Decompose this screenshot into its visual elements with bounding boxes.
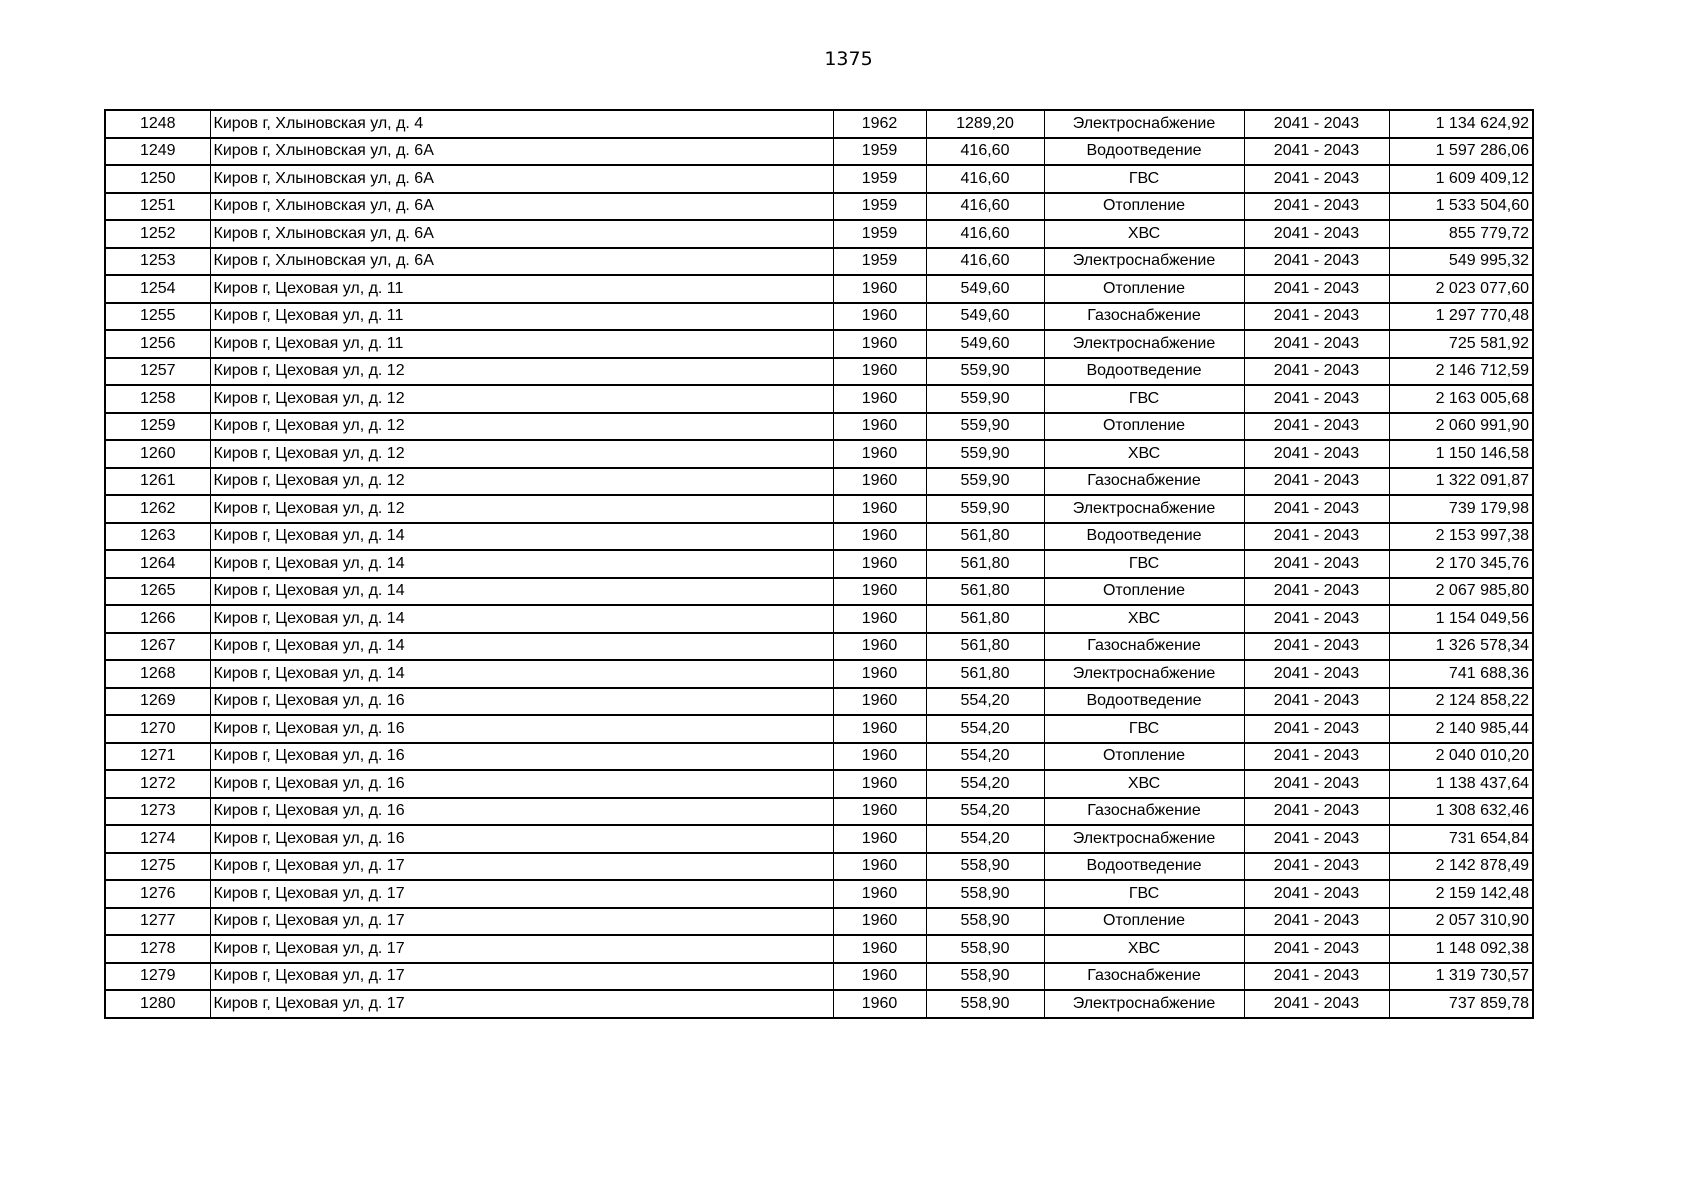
period-cell: 2041 - 2043 [1244, 798, 1389, 826]
period-cell: 2041 - 2043 [1244, 660, 1389, 688]
row-number-cell: 1276 [105, 880, 210, 908]
area-cell: 554,20 [926, 798, 1044, 826]
address-cell: Киров г, Цеховая ул, д. 16 [210, 798, 833, 826]
period-cell: 2041 - 2043 [1244, 578, 1389, 606]
cost-cell: 855 779,72 [1389, 220, 1533, 248]
table-row [105, 660, 1533, 688]
work-type-cell: Газоснабжение [1044, 468, 1244, 496]
period-cell: 2041 - 2043 [1244, 908, 1389, 936]
year-built-cell: 1959 [833, 165, 926, 193]
year-built-cell: 1960 [833, 495, 926, 523]
area-cell: 561,80 [926, 605, 1044, 633]
area-cell: 416,60 [926, 248, 1044, 276]
period-cell: 2041 - 2043 [1244, 605, 1389, 633]
year-built-cell: 1960 [833, 743, 926, 771]
address-cell: Киров г, Цеховая ул, д. 14 [210, 578, 833, 606]
cost-cell: 2 159 142,48 [1389, 880, 1533, 908]
cost-cell: 2 067 985,80 [1389, 578, 1533, 606]
row-number-cell: 1270 [105, 715, 210, 743]
row-number-cell: 1251 [105, 193, 210, 221]
table-row [105, 880, 1533, 908]
work-type-cell: Водоотведение [1044, 688, 1244, 716]
period-cell: 2041 - 2043 [1244, 770, 1389, 798]
year-built-cell: 1960 [833, 990, 926, 1018]
year-built-cell: 1960 [833, 330, 926, 358]
year-built-cell: 1960 [833, 935, 926, 963]
period-cell: 2041 - 2043 [1244, 880, 1389, 908]
row-number-cell: 1269 [105, 688, 210, 716]
period-cell: 2041 - 2043 [1244, 468, 1389, 496]
area-cell: 561,80 [926, 578, 1044, 606]
table-row [105, 853, 1533, 881]
address-cell: Киров г, Цеховая ул, д. 12 [210, 358, 833, 386]
work-type-cell: Электроснабжение [1044, 825, 1244, 853]
period-cell: 2041 - 2043 [1244, 495, 1389, 523]
table-row [105, 303, 1533, 331]
year-built-cell: 1960 [833, 963, 926, 991]
row-number-cell: 1280 [105, 990, 210, 1018]
period-cell: 2041 - 2043 [1244, 633, 1389, 661]
area-cell: 554,20 [926, 688, 1044, 716]
address-cell: Киров г, Цеховая ул, д. 12 [210, 495, 833, 523]
work-type-cell: Отопление [1044, 193, 1244, 221]
table-row [105, 330, 1533, 358]
area-cell: 558,90 [926, 853, 1044, 881]
row-number-cell: 1248 [105, 110, 210, 138]
year-built-cell: 1959 [833, 193, 926, 221]
period-cell: 2041 - 2043 [1244, 963, 1389, 991]
table-row [105, 550, 1533, 578]
year-built-cell: 1959 [833, 138, 926, 166]
address-cell: Киров г, Цеховая ул, д. 16 [210, 770, 833, 798]
row-number-cell: 1273 [105, 798, 210, 826]
area-cell: 558,90 [926, 990, 1044, 1018]
work-type-cell: ХВС [1044, 770, 1244, 798]
address-cell: Киров г, Хлыновская ул, д. 6А [210, 248, 833, 276]
area-cell: 561,80 [926, 633, 1044, 661]
cost-cell: 737 859,78 [1389, 990, 1533, 1018]
address-cell: Киров г, Цеховая ул, д. 16 [210, 825, 833, 853]
area-cell: 416,60 [926, 165, 1044, 193]
table-row [105, 633, 1533, 661]
cost-cell: 2 057 310,90 [1389, 908, 1533, 936]
work-type-cell: Газоснабжение [1044, 633, 1244, 661]
address-cell: Киров г, Хлыновская ул, д. 6А [210, 220, 833, 248]
cost-cell: 1 150 146,58 [1389, 440, 1533, 468]
area-cell: 558,90 [926, 963, 1044, 991]
year-built-cell: 1959 [833, 248, 926, 276]
row-number-cell: 1279 [105, 963, 210, 991]
row-number-cell: 1265 [105, 578, 210, 606]
table-row [105, 743, 1533, 771]
year-built-cell: 1960 [833, 275, 926, 303]
table-row [105, 688, 1533, 716]
cost-cell: 725 581,92 [1389, 330, 1533, 358]
row-number-cell: 1256 [105, 330, 210, 358]
area-cell: 549,60 [926, 303, 1044, 331]
address-cell: Киров г, Цеховая ул, д. 17 [210, 880, 833, 908]
row-number-cell: 1255 [105, 303, 210, 331]
work-type-cell: Водоотведение [1044, 853, 1244, 881]
work-type-cell: Электроснабжение [1044, 495, 1244, 523]
period-cell: 2041 - 2043 [1244, 248, 1389, 276]
period-cell: 2041 - 2043 [1244, 193, 1389, 221]
work-type-cell: Электроснабжение [1044, 110, 1244, 138]
table-row [105, 908, 1533, 936]
year-built-cell: 1960 [833, 358, 926, 386]
cost-cell: 2 023 077,60 [1389, 275, 1533, 303]
work-type-cell: Газоснабжение [1044, 963, 1244, 991]
year-built-cell: 1960 [833, 633, 926, 661]
year-built-cell: 1960 [833, 385, 926, 413]
address-cell: Киров г, Цеховая ул, д. 11 [210, 330, 833, 358]
area-cell: 559,90 [926, 385, 1044, 413]
period-cell: 2041 - 2043 [1244, 825, 1389, 853]
table-row [105, 275, 1533, 303]
area-cell: 549,60 [926, 330, 1044, 358]
area-cell: 1289,20 [926, 110, 1044, 138]
cost-cell: 2 142 878,49 [1389, 853, 1533, 881]
row-number-cell: 1259 [105, 413, 210, 441]
area-cell: 559,90 [926, 358, 1044, 386]
year-built-cell: 1960 [833, 303, 926, 331]
year-built-cell: 1960 [833, 880, 926, 908]
address-cell: Киров г, Цеховая ул, д. 11 [210, 303, 833, 331]
period-cell: 2041 - 2043 [1244, 330, 1389, 358]
table-row [105, 440, 1533, 468]
cost-cell: 1 297 770,48 [1389, 303, 1533, 331]
year-built-cell: 1962 [833, 110, 926, 138]
row-number-cell: 1250 [105, 165, 210, 193]
period-cell: 2041 - 2043 [1244, 110, 1389, 138]
year-built-cell: 1960 [833, 413, 926, 441]
table-row [105, 523, 1533, 551]
year-built-cell: 1960 [833, 660, 926, 688]
area-cell: 561,80 [926, 523, 1044, 551]
work-type-cell: ГВС [1044, 550, 1244, 578]
address-cell: Киров г, Цеховая ул, д. 14 [210, 550, 833, 578]
work-type-cell: ГВС [1044, 715, 1244, 743]
year-built-cell: 1960 [833, 688, 926, 716]
address-cell: Киров г, Цеховая ул, д. 14 [210, 523, 833, 551]
period-cell: 2041 - 2043 [1244, 935, 1389, 963]
area-cell: 416,60 [926, 193, 1044, 221]
address-cell: Киров г, Цеховая ул, д. 12 [210, 468, 833, 496]
cost-cell: 1 609 409,12 [1389, 165, 1533, 193]
year-built-cell: 1960 [833, 770, 926, 798]
table-row [105, 138, 1533, 166]
address-cell: Киров г, Цеховая ул, д. 17 [210, 990, 833, 1018]
work-type-cell: ХВС [1044, 935, 1244, 963]
address-cell: Киров г, Цеховая ул, д. 14 [210, 605, 833, 633]
table-row [105, 495, 1533, 523]
table-row [105, 165, 1533, 193]
period-cell: 2041 - 2043 [1244, 550, 1389, 578]
area-cell: 559,90 [926, 468, 1044, 496]
row-number-cell: 1274 [105, 825, 210, 853]
period-cell: 2041 - 2043 [1244, 303, 1389, 331]
cost-cell: 1 138 437,64 [1389, 770, 1533, 798]
period-cell: 2041 - 2043 [1244, 165, 1389, 193]
year-built-cell: 1960 [833, 550, 926, 578]
cost-cell: 549 995,32 [1389, 248, 1533, 276]
work-type-cell: Водоотведение [1044, 358, 1244, 386]
row-number-cell: 1277 [105, 908, 210, 936]
cost-cell: 2 060 991,90 [1389, 413, 1533, 441]
address-cell: Киров г, Цеховая ул, д. 17 [210, 908, 833, 936]
area-cell: 554,20 [926, 770, 1044, 798]
table-row [105, 110, 1533, 138]
cost-cell: 2 124 858,22 [1389, 688, 1533, 716]
cost-cell: 2 163 005,68 [1389, 385, 1533, 413]
address-cell: Киров г, Цеховая ул, д. 17 [210, 935, 833, 963]
work-type-cell: ХВС [1044, 220, 1244, 248]
table-row [105, 825, 1533, 853]
repair-schedule-table [104, 109, 1534, 1019]
work-type-cell: ГВС [1044, 880, 1244, 908]
row-number-cell: 1249 [105, 138, 210, 166]
address-cell: Киров г, Цеховая ул, д. 14 [210, 633, 833, 661]
work-type-cell: Газоснабжение [1044, 798, 1244, 826]
area-cell: 558,90 [926, 880, 1044, 908]
area-cell: 554,20 [926, 743, 1044, 771]
table-row [105, 413, 1533, 441]
work-type-cell: ГВС [1044, 165, 1244, 193]
table-row [105, 193, 1533, 221]
period-cell: 2041 - 2043 [1244, 743, 1389, 771]
address-cell: Киров г, Хлыновская ул, д. 6А [210, 165, 833, 193]
cost-cell: 2 153 997,38 [1389, 523, 1533, 551]
address-cell: Киров г, Хлыновская ул, д. 6А [210, 138, 833, 166]
address-cell: Киров г, Цеховая ул, д. 17 [210, 853, 833, 881]
address-cell: Киров г, Цеховая ул, д. 12 [210, 385, 833, 413]
cost-cell: 1 319 730,57 [1389, 963, 1533, 991]
year-built-cell: 1960 [833, 715, 926, 743]
work-type-cell: Электроснабжение [1044, 660, 1244, 688]
period-cell: 2041 - 2043 [1244, 138, 1389, 166]
table-row [105, 385, 1533, 413]
work-type-cell: ГВС [1044, 385, 1244, 413]
work-type-cell: Электроснабжение [1044, 248, 1244, 276]
table-row [105, 963, 1533, 991]
row-number-cell: 1272 [105, 770, 210, 798]
table-row [105, 715, 1533, 743]
address-cell: Киров г, Хлыновская ул, д. 4 [210, 110, 833, 138]
work-type-cell: Электроснабжение [1044, 990, 1244, 1018]
year-built-cell: 1960 [833, 853, 926, 881]
address-cell: Киров г, Цеховая ул, д. 12 [210, 413, 833, 441]
row-number-cell: 1264 [105, 550, 210, 578]
area-cell: 559,90 [926, 495, 1044, 523]
cost-cell: 1 326 578,34 [1389, 633, 1533, 661]
table-row [105, 605, 1533, 633]
period-cell: 2041 - 2043 [1244, 275, 1389, 303]
cost-cell: 731 654,84 [1389, 825, 1533, 853]
year-built-cell: 1960 [833, 825, 926, 853]
cost-cell: 2 170 345,76 [1389, 550, 1533, 578]
period-cell: 2041 - 2043 [1244, 715, 1389, 743]
row-number-cell: 1275 [105, 853, 210, 881]
address-cell: Киров г, Цеховая ул, д. 16 [210, 715, 833, 743]
year-built-cell: 1960 [833, 605, 926, 633]
work-type-cell: Отопление [1044, 743, 1244, 771]
table-body [105, 110, 1533, 1018]
period-cell: 2041 - 2043 [1244, 358, 1389, 386]
area-cell: 416,60 [926, 138, 1044, 166]
cost-cell: 1 308 632,46 [1389, 798, 1533, 826]
area-cell: 554,20 [926, 715, 1044, 743]
row-number-cell: 1260 [105, 440, 210, 468]
work-type-cell: Водоотведение [1044, 138, 1244, 166]
period-cell: 2041 - 2043 [1244, 853, 1389, 881]
area-cell: 549,60 [926, 275, 1044, 303]
year-built-cell: 1960 [833, 440, 926, 468]
row-number-cell: 1257 [105, 358, 210, 386]
row-number-cell: 1258 [105, 385, 210, 413]
period-cell: 2041 - 2043 [1244, 523, 1389, 551]
row-number-cell: 1261 [105, 468, 210, 496]
row-number-cell: 1278 [105, 935, 210, 963]
work-type-cell: Электроснабжение [1044, 330, 1244, 358]
cost-cell: 1 322 091,87 [1389, 468, 1533, 496]
year-built-cell: 1960 [833, 908, 926, 936]
address-cell: Киров г, Цеховая ул, д. 16 [210, 688, 833, 716]
work-type-cell: ХВС [1044, 440, 1244, 468]
period-cell: 2041 - 2043 [1244, 688, 1389, 716]
row-number-cell: 1254 [105, 275, 210, 303]
cost-cell: 741 688,36 [1389, 660, 1533, 688]
row-number-cell: 1271 [105, 743, 210, 771]
table-row [105, 798, 1533, 826]
area-cell: 416,60 [926, 220, 1044, 248]
table-row [105, 248, 1533, 276]
period-cell: 2041 - 2043 [1244, 220, 1389, 248]
year-built-cell: 1960 [833, 578, 926, 606]
cost-cell: 2 140 985,44 [1389, 715, 1533, 743]
work-type-cell: Отопление [1044, 578, 1244, 606]
row-number-cell: 1252 [105, 220, 210, 248]
table-row [105, 468, 1533, 496]
work-type-cell: ХВС [1044, 605, 1244, 633]
cost-cell: 2 146 712,59 [1389, 358, 1533, 386]
row-number-cell: 1253 [105, 248, 210, 276]
year-built-cell: 1959 [833, 220, 926, 248]
address-cell: Киров г, Цеховая ул, д. 17 [210, 963, 833, 991]
period-cell: 2041 - 2043 [1244, 385, 1389, 413]
year-built-cell: 1960 [833, 798, 926, 826]
cost-cell: 1 134 624,92 [1389, 110, 1533, 138]
address-cell: Киров г, Цеховая ул, д. 14 [210, 660, 833, 688]
row-number-cell: 1267 [105, 633, 210, 661]
year-built-cell: 1960 [833, 468, 926, 496]
period-cell: 2041 - 2043 [1244, 440, 1389, 468]
table-row [105, 220, 1533, 248]
area-cell: 561,80 [926, 550, 1044, 578]
cost-cell: 1 154 049,56 [1389, 605, 1533, 633]
area-cell: 561,80 [926, 660, 1044, 688]
page-number: 1375 [824, 48, 873, 70]
area-cell: 558,90 [926, 935, 1044, 963]
year-built-cell: 1960 [833, 523, 926, 551]
cost-cell: 1 533 504,60 [1389, 193, 1533, 221]
row-number-cell: 1263 [105, 523, 210, 551]
table-row [105, 935, 1533, 963]
address-cell: Киров г, Цеховая ул, д. 11 [210, 275, 833, 303]
area-cell: 559,90 [926, 440, 1044, 468]
row-number-cell: 1268 [105, 660, 210, 688]
period-cell: 2041 - 2043 [1244, 990, 1389, 1018]
cost-cell: 1 597 286,06 [1389, 138, 1533, 166]
cost-cell: 739 179,98 [1389, 495, 1533, 523]
table-row [105, 358, 1533, 386]
row-number-cell: 1266 [105, 605, 210, 633]
cost-cell: 2 040 010,20 [1389, 743, 1533, 771]
table-row [105, 578, 1533, 606]
address-cell: Киров г, Хлыновская ул, д. 6А [210, 193, 833, 221]
work-type-cell: Отопление [1044, 908, 1244, 936]
area-cell: 554,20 [926, 825, 1044, 853]
cost-cell: 1 148 092,38 [1389, 935, 1533, 963]
address-cell: Киров г, Цеховая ул, д. 12 [210, 440, 833, 468]
period-cell: 2041 - 2043 [1244, 413, 1389, 441]
work-type-cell: Отопление [1044, 413, 1244, 441]
work-type-cell: Газоснабжение [1044, 303, 1244, 331]
address-cell: Киров г, Цеховая ул, д. 16 [210, 743, 833, 771]
table-row [105, 990, 1533, 1018]
work-type-cell: Водоотведение [1044, 523, 1244, 551]
area-cell: 558,90 [926, 908, 1044, 936]
table-row [105, 770, 1533, 798]
area-cell: 559,90 [926, 413, 1044, 441]
row-number-cell: 1262 [105, 495, 210, 523]
work-type-cell: Отопление [1044, 275, 1244, 303]
